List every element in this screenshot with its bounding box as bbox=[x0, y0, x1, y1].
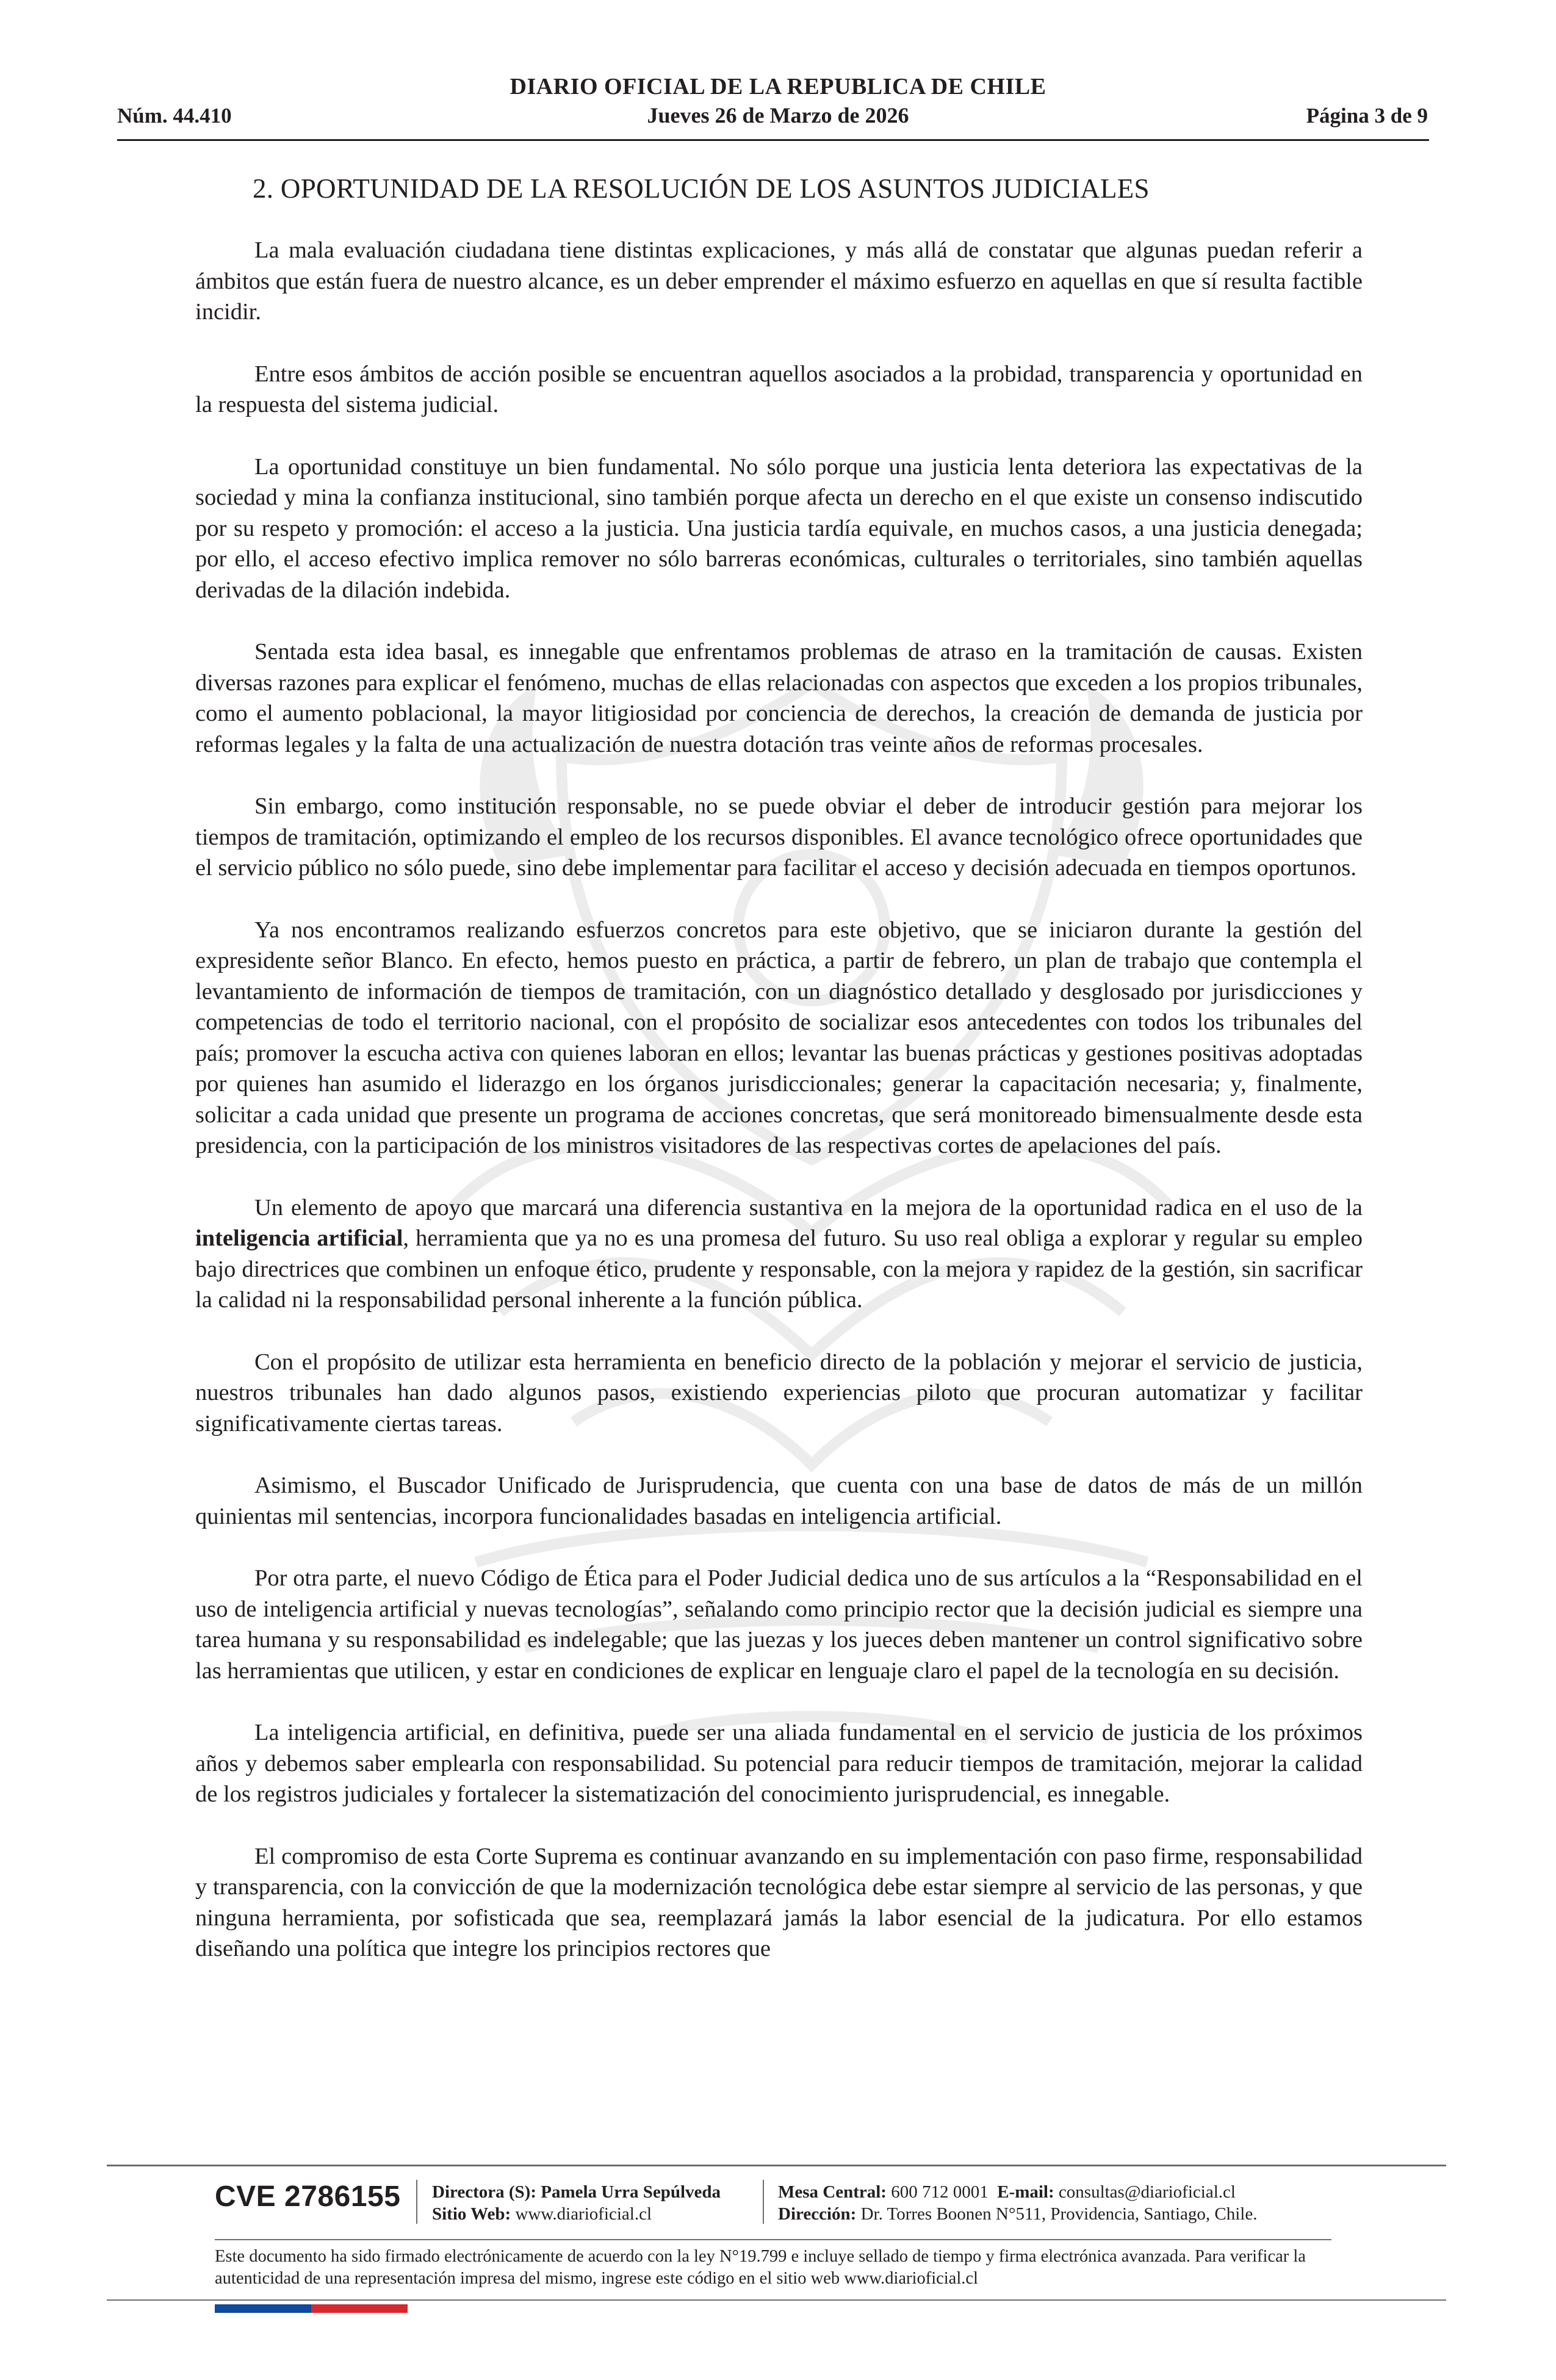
paragraph: La inteligencia artificial, en definitiva, puede ser una aliada fundamental en el servicio de justicia de los próximos años y debemos saber emplearla con responsabilidad. Su potencial para reducir tiempos de tramitación, mejorar la calidad de los registros judiciales y fortalecer la sistematización del conocimiento jurisprudencial, es innegable. bbox=[195, 1720, 1363, 1807]
footer-divider-top bbox=[107, 2165, 1446, 2166]
footer-separator bbox=[763, 2180, 764, 2224]
paragraph: El compromiso de esta Corte Suprema es continuar avanzando en su implementación con paso firme, responsabilidad y transparencia, con la convicción de que la modernización tecnológica debe estar siempre al servicio de las personas, y que ninguna herramienta, por sofisticada que sea, reemplazará jamás la labor esencial de la judicatura. Por ello estamos diseñando una política que integre los principios rectores que bbox=[195, 1843, 1363, 1961]
phone-label: Mesa Central: bbox=[778, 2182, 887, 2202]
footer-director-block bbox=[432, 2181, 721, 2225]
signature-note: Este documento ha sido firmado electrónicamente de acuerdo con la ley N°19.799 e incluye sellado de tiempo y firma electrónica avanzada. Para verificar la autenticidad de una representación impresa del mismo, ingrese este código en el sitio web www.diarioficial.cl bbox=[215, 2247, 1306, 2288]
web-label: Sitio Web: bbox=[432, 2204, 511, 2224]
email-label: E-mail: bbox=[997, 2182, 1054, 2202]
phone-value: 600 712 0001 bbox=[891, 2182, 989, 2202]
paragraph-ai-text-before: Un elemento de apoyo que marcará una diferencia sustantiva en la mejora de la oportunidad radica en el uso de la bbox=[254, 1194, 1363, 1221]
paragraph: Por otra parte, el nuevo Código de Ética para el Poder Judicial dedica uno de sus artículos a la “Responsabilidad en el uso de inteligencia artificial y nuevas tecnologías”, señalando como principio rector que la decisión judicial es siempre una tarea humana y su responsabilidad es indelegable; que las juezas y los jueces deben mantener un control significativo sobre las herramientas que utilicen, y estar en condiciones de explicar en lenguaje claro el papel de la tecnología en su decisión. bbox=[195, 1565, 1363, 1684]
page-number: Página 3 de 9 bbox=[1306, 104, 1428, 128]
paragraph: Asimismo, el Buscador Unificado de Jurisprudencia, que cuenta con una base de datos de más de un millón quinientas mil sentencias, incorpora funcionalidades basadas en inteligencia artificial. bbox=[195, 1473, 1363, 1529]
paragraph-ai-bold-term: inteligencia artificial bbox=[195, 1225, 403, 1251]
section-title: 2. OPORTUNIDAD DE LA RESOLUCIÓN DE LOS ASUNTOS JUDICIALES bbox=[253, 173, 1150, 204]
flag-stripe-red bbox=[311, 2304, 408, 2313]
header-divider bbox=[117, 139, 1429, 141]
director-label: Directora (S): bbox=[432, 2182, 536, 2202]
address-label: Dirección: bbox=[778, 2204, 857, 2224]
paragraph: La oportunidad constituye un bien fundamental. No sólo porque una justicia lenta deteriora las expectativas de la sociedad y mina la confianza institucional, sino también porque afecta un derecho en el que existe un consenso indiscutido por su respeto y promoción: el acceso a la justicia. Una justicia tardía equivale, en muchos casos, a una justicia denegada; por ello, el acceso efectivo implica remover no sólo barreras económicas, culturales o territoriales, sino también aquellas derivadas de la dilación indebida. bbox=[195, 453, 1363, 603]
paragraph: Entre esos ámbitos de acción posible se encuentran aquellos asociados a la probidad, transparencia y oportunidad en la respuesta del sistema judicial. bbox=[195, 361, 1363, 417]
issue-date: Jueves 26 de Marzo de 2026 bbox=[647, 103, 909, 128]
publication-title: DIARIO OFICIAL DE LA REPUBLICA DE CHILE bbox=[510, 74, 1046, 99]
paragraph: Sentada esta idea basal, es innegable que enfrentamos problemas de atraso en la tramitación de causas. Existen diversas razones para explicar el fenómeno, muchas de ellas relacionadas con aspectos que exceden a los propios tribunales, como el aumento poblacional, la mayor litigiosidad por conciencia de derechos, la creación de demanda de justicia por reformas legales y la falta de una actualización de nuestra dotación tras veinte años de reformas procesales. bbox=[195, 639, 1363, 757]
address-value: Dr. Torres Boonen N°511, Providencia, Santiago, Chile. bbox=[860, 2204, 1258, 2224]
footer-contact-block bbox=[778, 2181, 1257, 2225]
issue-number: Núm. 44.410 bbox=[117, 104, 232, 128]
footer-divider-bottom bbox=[107, 2299, 1446, 2301]
flag-stripe-blue bbox=[215, 2304, 311, 2313]
paragraph-ai bbox=[195, 1192, 1363, 1316]
footer-divider-mid bbox=[215, 2239, 1331, 2240]
paragraph: Con el propósito de utilizar esta herramienta en beneficio directo de la población y mejorar el servicio de justicia, nuestros tribunales han dado algunos pasos, existiendo experiencias piloto que procuran automatizar y facilitar significativamente ciertas tareas. bbox=[195, 1349, 1363, 1437]
paragraph-ai-text-after: , herramienta que ya no es una promesa del futuro. Su uso real obliga a explorar y regular su empleo bajo directrices que combinen un enfoque ético, prudente y responsable, con la mejora y rapidez de la gestión, sin sacrificar la calidad ni la responsabilidad personal inherente a la función pública. bbox=[195, 1225, 1363, 1313]
web-link[interactable]: www.diarioficial.cl bbox=[515, 2204, 652, 2224]
director-name: Pamela Urra Sepúlveda bbox=[541, 2182, 721, 2202]
paragraph: Sin embargo, como institución responsable, no se puede obviar el deber de introducir gestión para mejorar los tiempos de tramitación, optimizando el empleo de los recursos disponibles. El avance tecnológico ofrece oportunidades que el servicio público no sólo puede, sino debe implementar para facilitar el acceso y decisión adecuada en tiempos oportunos. bbox=[195, 793, 1363, 881]
footer-separator bbox=[416, 2180, 417, 2224]
cve-code: CVE 2786155 bbox=[215, 2180, 401, 2213]
email-link[interactable]: consultas@diarioficial.cl bbox=[1058, 2182, 1236, 2202]
paragraph: La mala evaluación ciudadana tiene distintas explicaciones, y más allá de constatar que algunas puedan referir a ámbitos que están fuera de nuestro alcance, es un deber emprender el máximo esfuerzo en aquellas en que sí resulta factible incidir. bbox=[195, 237, 1363, 325]
paragraph: Ya nos encontramos realizando esfuerzos concretos para este objetivo, que se iniciaron durante la gestión del expresidente señor Blanco. En efecto, hemos puesto en práctica, a partir de febrero, un plan de trabajo que contempla el levantamiento de información de tiempos de tramitación, con un diagnóstico detallado y desglosado por jurisdicciones y competencias de todo el territorio nacional, con el propósito de socializar esos antecedentes con todos los tribunales del país; promover la escucha activa con quienes laboran en ellos; levantar las buenas prácticas y gestiones positivas adoptadas por quienes han asumido el liderazgo en los órganos jurisdiccionales; generar la capacitación necesaria; y, finalmente, solicitar a cada unidad que presente un programa de acciones concretas, que será monitoreado bimensualmente desde esta presidencia, con la participación de los ministros visitadores de las respectivas cortes de apelaciones del país. bbox=[195, 917, 1363, 1158]
document-body bbox=[195, 173, 1363, 1996]
